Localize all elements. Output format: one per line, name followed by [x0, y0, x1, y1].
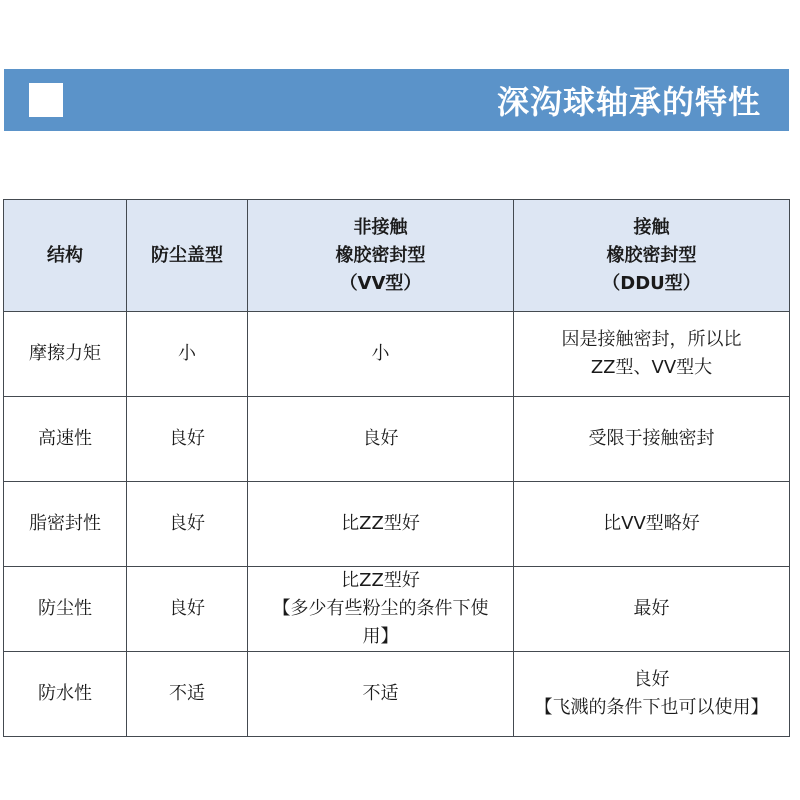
cell-non-contact: [248, 397, 514, 482]
cell-contact: [514, 312, 790, 397]
cell-text: 不适: [169, 683, 205, 704]
cell-non-contact: [248, 482, 514, 567]
cell-text: 用】: [362, 626, 399, 647]
header-line: 橡胶密封型: [606, 244, 697, 266]
cell-text: 防水性: [38, 683, 92, 704]
header-line: 接触: [633, 216, 670, 238]
cell-text: 防尘性: [38, 598, 92, 619]
cell-text: 良好: [169, 428, 205, 449]
header-non-contact-seal-type: [248, 200, 514, 312]
header-contact-seal-type: [514, 200, 790, 312]
table-row: [4, 482, 790, 567]
header-line: （VV型）: [339, 272, 422, 294]
cell-text: 不适: [362, 683, 399, 704]
cell-contact: [514, 567, 790, 652]
cell-contact: [514, 652, 790, 737]
header-structure: [4, 200, 127, 312]
cell-text: 小: [371, 343, 390, 364]
cell-text: 【多少有些粉尘的条件下使: [272, 598, 489, 619]
cell-contact: [514, 482, 790, 567]
bearing-characteristics-table: [3, 199, 790, 737]
cell-text: 良好: [169, 513, 205, 534]
header-line: （DDU型）: [602, 272, 701, 294]
header-line: 结构: [47, 244, 83, 266]
header-line: 非接触: [353, 216, 408, 238]
cell-text: 小: [178, 343, 196, 364]
banner-square-icon: [29, 83, 63, 117]
cell-non-contact: [248, 312, 514, 397]
cell-text: 脂密封性: [29, 513, 101, 534]
cell-text: 良好: [362, 428, 399, 449]
table-row: [4, 397, 790, 482]
table-row: [4, 652, 790, 737]
cell-non-contact: [248, 567, 514, 652]
row-label: [4, 397, 127, 482]
row-label: [4, 652, 127, 737]
header-line: 防尘盖型: [151, 244, 223, 266]
cell-text: 比ZZ型好: [341, 570, 420, 591]
header-line: 橡胶密封型: [335, 244, 426, 266]
header-dust-cover-type: [127, 200, 248, 312]
cell-text: 因是接触密封，所以比: [561, 329, 742, 350]
cell-dust-cover: [127, 312, 248, 397]
cell-dust-cover: [127, 652, 248, 737]
cell-dust-cover: [127, 482, 248, 567]
row-label: [4, 482, 127, 567]
row-label: [4, 312, 127, 397]
table-row: [4, 567, 790, 652]
cell-text: 良好: [169, 598, 205, 619]
cell-text: 【飞溅的条件下也可以使用】: [534, 697, 769, 718]
cell-text: 比ZZ型好: [341, 513, 420, 534]
cell-text: ZZ型、VV型大: [590, 357, 713, 378]
cell-non-contact: [248, 652, 514, 737]
title-banner: [4, 69, 789, 131]
cell-dust-cover: [127, 397, 248, 482]
cell-text: 摩擦力矩: [29, 343, 101, 364]
cell-text: 受限于接触密封: [588, 428, 715, 449]
cell-text: 比VV型略好: [603, 513, 700, 534]
table-row: [4, 312, 790, 397]
cell-contact: [514, 397, 790, 482]
table-header-row: [4, 200, 790, 312]
page-title: 深沟球轴承的特性: [496, 83, 761, 121]
cell-text: 高速性: [38, 428, 92, 449]
cell-dust-cover: [127, 567, 248, 652]
row-label: [4, 567, 127, 652]
cell-text: 良好: [633, 669, 670, 690]
cell-text: 最好: [633, 598, 670, 619]
